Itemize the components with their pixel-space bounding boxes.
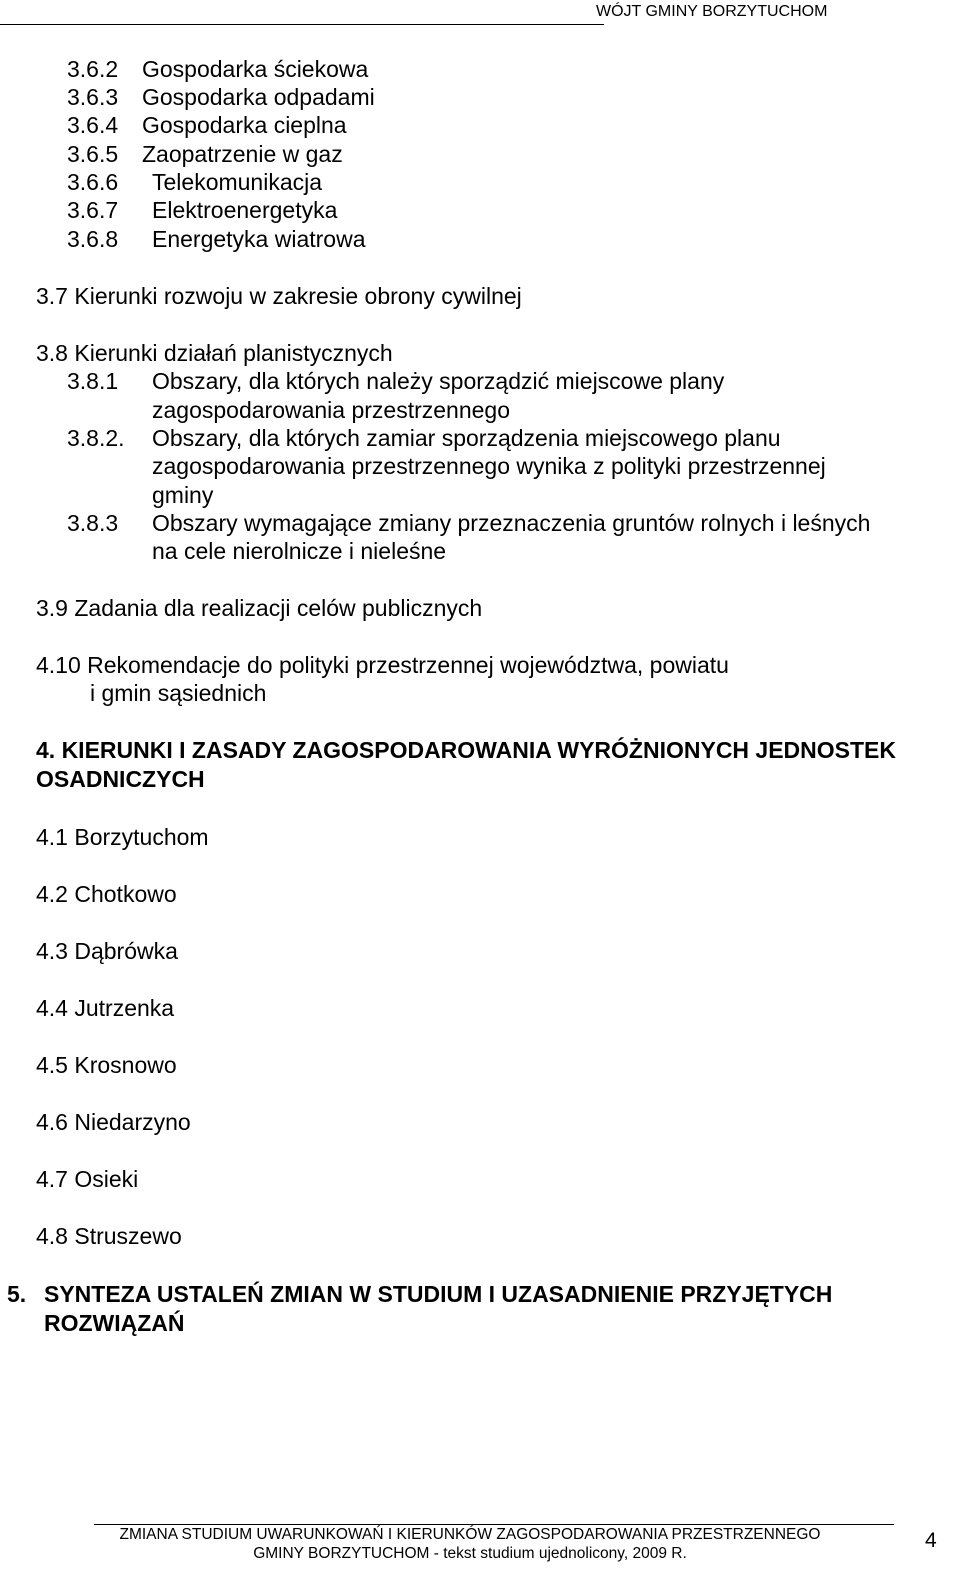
toc-number: 3.6.8 bbox=[67, 226, 119, 252]
toc-number: 3.6.5 bbox=[67, 141, 119, 167]
footer-line-2: GMINY BORZYTUCHOM - tekst studium ujednolicony, 2009 R. bbox=[253, 1545, 687, 1562]
toc-number: 3.6.4 bbox=[67, 112, 119, 138]
toc-label-continuation: zagospodarowania przestrzennego bbox=[152, 397, 511, 423]
toc-entry-4-1: 4.1 Borzytuchom bbox=[36, 824, 209, 850]
toc-entry-4-8: 4.8 Struszewo bbox=[36, 1223, 182, 1249]
toc-entry-3-6-3 bbox=[67, 83, 375, 111]
section-heading-4: 4. KIERUNKI I ZASADY ZAGOSPODAROWANIA WYRÓŻNIONYCH JEDNOSTEK bbox=[36, 737, 897, 763]
toc-entry-3-7: 3.7 Kierunki rozwoju w zakresie obrony cywilnej bbox=[36, 283, 522, 309]
toc-entry-3-8-3 bbox=[67, 509, 870, 537]
toc-number: 3.8.1 bbox=[67, 368, 119, 394]
toc-label: Obszary, dla których zamiar sporządzenia miejscowego planu bbox=[152, 425, 781, 451]
toc-entry-3-8: 3.8 Kierunki działań planistycznych bbox=[36, 340, 393, 366]
page-header: WÓJT GMINY BORZYTUCHOM bbox=[596, 3, 828, 20]
toc-entry-4-4: 4.4 Jutrzenka bbox=[36, 995, 175, 1021]
toc-entry-3-9: 3.9 Zadania dla realizacji celów publicznych bbox=[36, 595, 483, 621]
section-heading-5 bbox=[7, 1280, 832, 1308]
toc-entry-3-6-4 bbox=[67, 111, 347, 139]
section-heading-continuation: ROZWIĄZAŃ bbox=[44, 1310, 185, 1336]
toc-entry-3-8-2 bbox=[67, 424, 781, 452]
section-number: 5. bbox=[7, 1281, 27, 1307]
toc-entry-3-6-5 bbox=[67, 140, 343, 168]
toc-label: Telekomunikacja bbox=[152, 169, 323, 195]
toc-label: Gospodarka odpadami bbox=[142, 84, 375, 110]
toc-number: 3.8.3 bbox=[67, 510, 119, 536]
toc-entry-3-8-1 bbox=[67, 367, 724, 395]
toc-label-continuation: i gmin sąsiednich bbox=[90, 680, 267, 706]
toc-label: Obszary, dla których należy sporządzić miejscowe plany bbox=[152, 368, 725, 394]
toc-label: Elektroenergetyka bbox=[152, 197, 338, 223]
toc-label: Gospodarka cieplna bbox=[142, 112, 347, 138]
toc-label: Gospodarka ściekowa bbox=[142, 56, 369, 82]
toc-label-continuation: gminy bbox=[152, 482, 214, 508]
page-number: 4 bbox=[925, 1529, 937, 1552]
section-title: SYNTEZA USTALEŃ ZMIAN W STUDIUM I UZASADNIENIE PRZYJĘTYCH bbox=[44, 1281, 833, 1307]
footer-rule bbox=[94, 1524, 894, 1525]
toc-entry-4-7: 4.7 Osieki bbox=[36, 1166, 139, 1192]
toc-entry-3-6-7 bbox=[67, 196, 337, 224]
toc-label: Energetyka wiatrowa bbox=[152, 226, 366, 252]
section-heading-continuation: OSADNICZYCH bbox=[36, 766, 205, 792]
toc-label: Zaopatrzenie w gaz bbox=[142, 141, 343, 167]
header-rule bbox=[0, 24, 604, 25]
toc-number: 3.6.3 bbox=[67, 84, 119, 110]
toc-label: Obszary wymagające zmiany przeznaczenia gruntów rolnych i leśnych bbox=[152, 510, 871, 536]
toc-entry-4-5: 4.5 Krosnowo bbox=[36, 1052, 177, 1078]
toc-entry-4-2: 4.2 Chotkowo bbox=[36, 881, 177, 907]
toc-number: 3.6.2 bbox=[67, 56, 119, 82]
toc-entry-4-10: 4.10 Rekomendacje do polityki przestrzennej województwa, powiatu bbox=[36, 652, 729, 678]
toc-entry-4-3: 4.3 Dąbrówka bbox=[36, 938, 178, 964]
toc-number: 3.6.7 bbox=[67, 197, 119, 223]
toc-number: 3.8.2. bbox=[67, 425, 125, 451]
toc-label-continuation: na cele nierolnicze i nieleśne bbox=[152, 538, 447, 564]
toc-entry-3-6-2 bbox=[67, 55, 368, 83]
toc-entry-3-6-6 bbox=[67, 168, 322, 196]
toc-entry-4-6: 4.6 Niedarzyno bbox=[36, 1109, 191, 1135]
toc-entry-3-6-8 bbox=[67, 225, 366, 253]
toc-number: 3.6.6 bbox=[67, 169, 119, 195]
footer-line-1: ZMIANA STUDIUM UWARUNKOWAŃ I KIERUNKÓW ZAGOSPODAROWANIA PRZESTRZENNEGO bbox=[119, 1526, 821, 1543]
toc-label-continuation: zagospodarowania przestrzennego wynika z polityki przestrzennej bbox=[152, 453, 826, 479]
